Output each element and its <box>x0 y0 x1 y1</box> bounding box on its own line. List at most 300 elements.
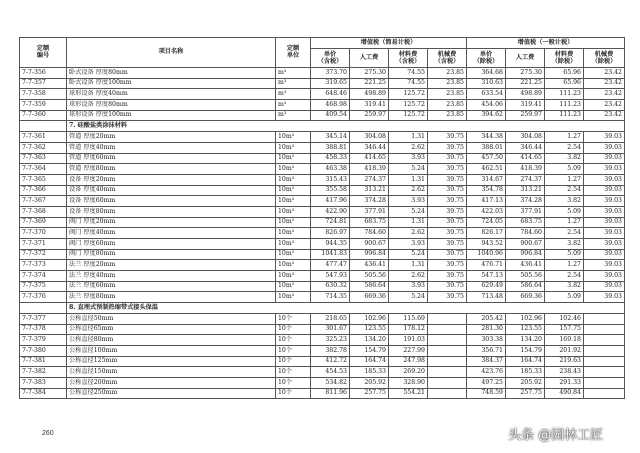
machine-cost-incl-tax: 23.85 <box>428 78 467 89</box>
table-row <box>20 142 625 153</box>
quota-code: 7-7-371 <box>20 239 67 250</box>
table-row <box>20 388 625 399</box>
machine-cost-excl-tax: 23.42 <box>584 89 625 100</box>
quota-unit: 10个 <box>276 335 311 346</box>
machine-cost-excl-tax: 39.03 <box>584 228 625 239</box>
labor-cost-general: 257.75 <box>506 388 545 399</box>
machine-cost-incl-tax: 39.75 <box>428 239 467 250</box>
price-incl-tax: 547.93 <box>311 271 350 282</box>
material-cost-excl-tax: 5.09 <box>545 249 584 260</box>
material-cost-incl-tax: 125.72 <box>389 100 428 111</box>
table-row <box>20 110 625 121</box>
quota-code: 7-7-383 <box>20 377 67 388</box>
material-cost-incl-tax: 2.62 <box>389 271 428 282</box>
item-name: 法兰 厚度60mm <box>67 281 276 292</box>
item-name: 法兰 厚度40mm <box>67 271 276 282</box>
machine-cost-excl-tax <box>584 345 625 356</box>
quota-code: 7-7-368 <box>20 206 67 217</box>
material-cost-incl-tax: 1.31 <box>389 174 428 185</box>
machine-cost-incl-tax: 23.85 <box>428 89 467 100</box>
material-cost-incl-tax: 191.03 <box>389 335 428 346</box>
material-cost-excl-tax: 5.09 <box>545 206 584 217</box>
table-row <box>20 335 625 346</box>
item-name: 公称直径100mm <box>67 345 276 356</box>
price-excl-tax: 310.63 <box>467 78 506 89</box>
price-incl-tax: 218.65 <box>311 313 350 324</box>
quota-code: 7-7-361 <box>20 132 67 143</box>
labor-cost-simple: 436.41 <box>350 260 389 271</box>
quota-unit: 10个 <box>276 313 311 324</box>
quota-unit: 10m² <box>276 185 311 196</box>
labor-cost-simple: 418.39 <box>350 164 389 175</box>
machine-cost-excl-tax: 39.03 <box>584 164 625 175</box>
machine-cost-incl-tax <box>428 345 467 356</box>
machine-cost-incl-tax: 39.75 <box>428 196 467 207</box>
price-excl-tax: 384.37 <box>467 356 506 367</box>
table-row <box>20 313 625 324</box>
price-excl-tax: 417.13 <box>467 196 506 207</box>
item-name: 设备 厚度60mm <box>67 196 276 207</box>
header-code: 定额 编号 <box>20 38 67 68</box>
quota-code: 7-7-357 <box>20 78 67 89</box>
quota-code: 7-7-376 <box>20 292 67 303</box>
labor-cost-general: 275.30 <box>506 68 545 79</box>
item-name: 阀门 厚度40mm <box>67 228 276 239</box>
table-row <box>20 100 625 111</box>
labor-cost-general: 134.20 <box>506 335 545 346</box>
labor-cost-general: 319.41 <box>506 100 545 111</box>
material-cost-excl-tax: 65.96 <box>545 68 584 79</box>
table-row <box>20 260 625 271</box>
quota-code: 7-7-360 <box>20 110 67 121</box>
price-excl-tax: 281.30 <box>467 324 506 335</box>
labor-cost-general: 274.37 <box>506 174 545 185</box>
machine-cost-incl-tax <box>428 313 467 324</box>
watermark: 头条 @园林工匠 <box>508 428 604 443</box>
labor-cost-simple: 102.96 <box>350 313 389 324</box>
labor-cost-simple: 275.30 <box>350 68 389 79</box>
machine-cost-excl-tax: 39.03 <box>584 292 625 303</box>
table-row <box>20 271 625 282</box>
section-row <box>20 121 625 132</box>
machine-cost-incl-tax: 39.75 <box>428 174 467 185</box>
machine-cost-incl-tax: 39.75 <box>428 228 467 239</box>
machine-cost-incl-tax: 39.75 <box>428 185 467 196</box>
header-simple-col: 人工费 <box>350 49 389 68</box>
labor-cost-general: 436.41 <box>506 260 545 271</box>
price-excl-tax: 423.76 <box>467 367 506 378</box>
table-row <box>20 68 625 79</box>
table-row <box>20 249 625 260</box>
material-cost-excl-tax: 490.84 <box>545 388 584 399</box>
quota-unit: 10个 <box>276 345 311 356</box>
material-cost-incl-tax: 247.98 <box>389 356 428 367</box>
price-incl-tax: 534.82 <box>311 377 350 388</box>
item-name: 卧式设备 厚度80mm <box>67 68 276 79</box>
table-row <box>20 185 625 196</box>
quota-unit: 10个 <box>276 377 311 388</box>
price-incl-tax: 301.67 <box>311 324 350 335</box>
quota-unit: m³ <box>276 89 311 100</box>
price-incl-tax: 477.47 <box>311 260 350 271</box>
labor-cost-general: 154.79 <box>506 345 545 356</box>
labor-cost-simple: 319.41 <box>350 100 389 111</box>
labor-cost-general: 205.92 <box>506 377 545 388</box>
material-cost-excl-tax: 3.82 <box>545 196 584 207</box>
material-cost-incl-tax: 554.21 <box>389 388 428 399</box>
section-row <box>20 303 625 314</box>
quota-code: 7-7-363 <box>20 153 67 164</box>
labor-cost-simple: 123.55 <box>350 324 389 335</box>
machine-cost-excl-tax: 39.03 <box>584 206 625 217</box>
quota-code: 7-7-374 <box>20 271 67 282</box>
quota-code: 7-7-381 <box>20 356 67 367</box>
material-cost-excl-tax: 2.54 <box>545 185 584 196</box>
quota-unit: 10个 <box>276 324 311 335</box>
machine-cost-incl-tax: 39.75 <box>428 206 467 217</box>
labor-cost-simple: 259.97 <box>350 110 389 121</box>
labor-cost-general: 586.64 <box>506 281 545 292</box>
item-name: 球形设备 厚度80mm <box>67 100 276 111</box>
labor-cost-simple: 374.28 <box>350 196 389 207</box>
machine-cost-incl-tax <box>428 356 467 367</box>
table-row <box>20 281 625 292</box>
item-name: 管道 厚度60mm <box>67 153 276 164</box>
machine-cost-excl-tax <box>584 335 625 346</box>
material-cost-excl-tax: 111.23 <box>545 110 584 121</box>
material-cost-incl-tax: 1.31 <box>389 132 428 143</box>
machine-cost-incl-tax: 39.75 <box>428 153 467 164</box>
item-name: 法兰 厚度20mm <box>67 260 276 271</box>
labor-cost-general: 304.08 <box>506 132 545 143</box>
machine-cost-excl-tax <box>584 313 625 324</box>
table-row <box>20 377 625 388</box>
price-incl-tax: 454.53 <box>311 367 350 378</box>
table-row <box>20 206 625 217</box>
price-incl-tax: 345.14 <box>311 132 350 143</box>
material-cost-excl-tax: 2.54 <box>545 142 584 153</box>
table-row <box>20 78 625 89</box>
labor-cost-simple: 683.75 <box>350 217 389 228</box>
material-cost-incl-tax: 5.24 <box>389 164 428 175</box>
price-incl-tax: 468.98 <box>311 100 350 111</box>
table-row <box>20 217 625 228</box>
machine-cost-incl-tax: 39.75 <box>428 271 467 282</box>
quota-code: 7-7-358 <box>20 89 67 100</box>
item-name: 管道 厚度20mm <box>67 132 276 143</box>
table-row <box>20 367 625 378</box>
material-cost-incl-tax: 3.93 <box>389 153 428 164</box>
material-cost-excl-tax: 111.23 <box>545 100 584 111</box>
material-cost-excl-tax: 5.09 <box>545 164 584 175</box>
material-cost-excl-tax: 238.43 <box>545 367 584 378</box>
header-simple-col: 材料费 （含税） <box>389 49 428 68</box>
price-incl-tax: 458.33 <box>311 153 350 164</box>
material-cost-excl-tax: 1.27 <box>545 260 584 271</box>
quota-unit: 10m² <box>276 174 311 185</box>
quota-code: 7-7-367 <box>20 196 67 207</box>
quota-unit: m³ <box>276 68 311 79</box>
labor-cost-simple: 257.75 <box>350 388 389 399</box>
material-cost-incl-tax: 1.31 <box>389 217 428 228</box>
item-name: 公称直径200mm <box>67 377 276 388</box>
quota-unit: 10个 <box>276 367 311 378</box>
material-cost-excl-tax: 201.92 <box>545 345 584 356</box>
machine-cost-excl-tax: 39.03 <box>584 142 625 153</box>
labor-cost-general: 414.65 <box>506 153 545 164</box>
material-cost-incl-tax: 74.55 <box>389 78 428 89</box>
quota-unit: 10m² <box>276 281 311 292</box>
quota-unit: 10m² <box>276 228 311 239</box>
price-excl-tax: 314.67 <box>467 174 506 185</box>
labor-cost-general: 346.44 <box>506 142 545 153</box>
quota-code: 7-7-375 <box>20 281 67 292</box>
header-general-col: 材料费 （除税） <box>545 49 584 68</box>
header-general-col: 单价 （除税） <box>467 49 506 68</box>
machine-cost-excl-tax: 39.03 <box>584 260 625 271</box>
machine-cost-incl-tax: 39.75 <box>428 142 467 153</box>
machine-cost-excl-tax: 39.03 <box>584 249 625 260</box>
machine-cost-excl-tax: 23.42 <box>584 110 625 121</box>
quota-code: 7-7-359 <box>20 100 67 111</box>
price-incl-tax: 382.78 <box>311 345 350 356</box>
quota-unit: m³ <box>276 110 311 121</box>
item-name: 公称直径80mm <box>67 335 276 346</box>
quota-unit: 10m² <box>276 132 311 143</box>
machine-cost-incl-tax <box>428 367 467 378</box>
material-cost-excl-tax: 111.23 <box>545 89 584 100</box>
material-cost-excl-tax: 102.46 <box>545 313 584 324</box>
table-row <box>20 345 625 356</box>
price-incl-tax: 355.58 <box>311 185 350 196</box>
material-cost-incl-tax: 2.62 <box>389 228 428 239</box>
item-name: 球形设备 厚度40mm <box>67 89 276 100</box>
labor-cost-simple: 505.56 <box>350 271 389 282</box>
price-incl-tax: 388.81 <box>311 142 350 153</box>
table-row <box>20 196 625 207</box>
machine-cost-incl-tax <box>428 335 467 346</box>
price-excl-tax: 388.01 <box>467 142 506 153</box>
price-excl-tax: 462.51 <box>467 164 506 175</box>
quota-code: 7-7-372 <box>20 249 67 260</box>
price-excl-tax: 356.71 <box>467 345 506 356</box>
material-cost-excl-tax: 5.09 <box>545 292 584 303</box>
material-cost-excl-tax: 3.82 <box>545 281 584 292</box>
material-cost-excl-tax: 2.54 <box>545 271 584 282</box>
material-cost-excl-tax: 65.96 <box>545 78 584 89</box>
labor-cost-simple: 221.25 <box>350 78 389 89</box>
machine-cost-excl-tax <box>584 356 625 367</box>
price-incl-tax: 315.43 <box>311 174 350 185</box>
labor-cost-simple: 669.36 <box>350 292 389 303</box>
page-number: 260 <box>42 430 54 437</box>
labor-cost-general: 185.33 <box>506 367 545 378</box>
quota-unit: 10m² <box>276 239 311 250</box>
material-cost-excl-tax: 1.27 <box>545 174 584 185</box>
material-cost-excl-tax: 157.75 <box>545 324 584 335</box>
labor-cost-simple: 313.21 <box>350 185 389 196</box>
price-excl-tax: 629.49 <box>467 281 506 292</box>
price-excl-tax: 476.71 <box>467 260 506 271</box>
material-cost-excl-tax: 219.63 <box>545 356 584 367</box>
machine-cost-incl-tax <box>428 324 467 335</box>
machine-cost-incl-tax: 23.85 <box>428 68 467 79</box>
material-cost-incl-tax: 5.24 <box>389 249 428 260</box>
material-cost-incl-tax: 3.93 <box>389 239 428 250</box>
header-simple-col: 机械费 （含税） <box>428 49 467 68</box>
labor-cost-general: 102.96 <box>506 313 545 324</box>
header-group-simple: 增值税（简易计税） <box>311 38 467 49</box>
price-excl-tax: 943.52 <box>467 239 506 250</box>
labor-cost-simple: 304.08 <box>350 132 389 143</box>
labor-cost-general: 784.60 <box>506 228 545 239</box>
machine-cost-excl-tax: 23.42 <box>584 68 625 79</box>
price-incl-tax: 463.38 <box>311 164 350 175</box>
price-incl-tax: 826.97 <box>311 228 350 239</box>
material-cost-incl-tax: 125.72 <box>389 110 428 121</box>
machine-cost-incl-tax: 39.75 <box>428 217 467 228</box>
quota-code: 7-7-356 <box>20 68 67 79</box>
quota-unit: m³ <box>276 78 311 89</box>
price-excl-tax: 303.38 <box>467 335 506 346</box>
machine-cost-excl-tax: 23.42 <box>584 100 625 111</box>
labor-cost-simple: 134.20 <box>350 335 389 346</box>
labor-cost-general: 313.21 <box>506 185 545 196</box>
labor-cost-simple: 205.92 <box>350 377 389 388</box>
item-name: 卧式设备 厚度100mm <box>67 78 276 89</box>
item-name: 球形设备 厚度100mm <box>67 110 276 121</box>
price-excl-tax: 748.59 <box>467 388 506 399</box>
labor-cost-simple: 414.65 <box>350 153 389 164</box>
labor-cost-general: 123.55 <box>506 324 545 335</box>
labor-cost-simple: 586.64 <box>350 281 389 292</box>
machine-cost-incl-tax: 39.75 <box>428 260 467 271</box>
labor-cost-general: 259.97 <box>506 110 545 121</box>
price-incl-tax: 409.54 <box>311 110 350 121</box>
labor-cost-general: 996.84 <box>506 249 545 260</box>
quota-code: 7-7-384 <box>20 388 67 399</box>
price-incl-tax: 811.96 <box>311 388 350 399</box>
material-cost-excl-tax: 3.82 <box>545 239 584 250</box>
machine-cost-excl-tax: 39.03 <box>584 185 625 196</box>
price-excl-tax: 422.03 <box>467 206 506 217</box>
labor-cost-general: 669.36 <box>506 292 545 303</box>
material-cost-incl-tax: 5.24 <box>389 292 428 303</box>
quota-unit: 10m² <box>276 206 311 217</box>
price-incl-tax: 373.70 <box>311 68 350 79</box>
quota-unit: 10个 <box>276 388 311 399</box>
quota-unit: 10m² <box>276 217 311 228</box>
table-row <box>20 292 625 303</box>
item-name: 公称直径50mm <box>67 313 276 324</box>
machine-cost-excl-tax <box>584 367 625 378</box>
price-excl-tax: 344.38 <box>467 132 506 143</box>
section-title: 8. 直埋式预制热缩带式接头保温 <box>67 303 625 314</box>
machine-cost-excl-tax: 39.03 <box>584 271 625 282</box>
price-incl-tax: 319.65 <box>311 78 350 89</box>
labor-cost-general: 418.39 <box>506 164 545 175</box>
machine-cost-incl-tax: 39.75 <box>428 281 467 292</box>
item-name: 设备 厚度40mm <box>67 185 276 196</box>
section-code-cell <box>20 303 67 314</box>
price-excl-tax: 826.17 <box>467 228 506 239</box>
machine-cost-incl-tax <box>428 377 467 388</box>
quota-code: 7-7-377 <box>20 313 67 324</box>
labor-cost-simple: 377.91 <box>350 206 389 217</box>
labor-cost-simple: 784.60 <box>350 228 389 239</box>
price-excl-tax: 354.78 <box>467 185 506 196</box>
table-header <box>20 38 625 68</box>
price-excl-tax: 205.42 <box>467 313 506 324</box>
quota-unit: 10m² <box>276 260 311 271</box>
price-excl-tax: 713.48 <box>467 292 506 303</box>
table-row <box>20 153 625 164</box>
item-name: 公称直径150mm <box>67 367 276 378</box>
section-code-cell <box>20 121 67 132</box>
header-general-col: 人工费 <box>506 49 545 68</box>
material-cost-incl-tax: 328.90 <box>389 377 428 388</box>
labor-cost-simple: 498.89 <box>350 89 389 100</box>
section-title: 7. 硅酸盐类涂抹材料 <box>67 121 625 132</box>
material-cost-excl-tax: 2.54 <box>545 228 584 239</box>
material-cost-incl-tax: 2.62 <box>389 142 428 153</box>
table-row <box>20 228 625 239</box>
labor-cost-general: 221.25 <box>506 78 545 89</box>
machine-cost-excl-tax <box>584 377 625 388</box>
material-cost-excl-tax: 169.18 <box>545 335 584 346</box>
item-name: 公称直径65mm <box>67 324 276 335</box>
material-cost-incl-tax: 269.20 <box>389 367 428 378</box>
labor-cost-simple: 164.74 <box>350 356 389 367</box>
labor-cost-simple: 900.67 <box>350 239 389 250</box>
header-group-general: 增值税（一般计税） <box>467 38 625 49</box>
table-body <box>20 68 625 399</box>
material-cost-incl-tax: 3.93 <box>389 196 428 207</box>
machine-cost-excl-tax <box>584 388 625 399</box>
item-name: 设备 厚度20mm <box>67 174 276 185</box>
price-incl-tax: 714.35 <box>311 292 350 303</box>
quota-code: 7-7-365 <box>20 174 67 185</box>
price-excl-tax: 547.13 <box>467 271 506 282</box>
table-row <box>20 89 625 100</box>
quota-unit: 10m² <box>276 164 311 175</box>
machine-cost-incl-tax: 39.75 <box>428 292 467 303</box>
price-incl-tax: 944.35 <box>311 239 350 250</box>
machine-cost-excl-tax: 39.03 <box>584 217 625 228</box>
machine-cost-excl-tax: 39.03 <box>584 239 625 250</box>
machine-cost-excl-tax: 39.03 <box>584 132 625 143</box>
item-name: 管道 厚度80mm <box>67 164 276 175</box>
quota-code: 7-7-369 <box>20 217 67 228</box>
machine-cost-incl-tax: 23.85 <box>428 100 467 111</box>
item-name: 阀门 厚度80mm <box>67 249 276 260</box>
machine-cost-incl-tax: 39.75 <box>428 249 467 260</box>
labor-cost-general: 900.67 <box>506 239 545 250</box>
quota-unit: 10个 <box>276 356 311 367</box>
quota-code: 7-7-379 <box>20 335 67 346</box>
table-row <box>20 132 625 143</box>
material-cost-excl-tax: 3.82 <box>545 153 584 164</box>
quota-code: 7-7-378 <box>20 324 67 335</box>
machine-cost-excl-tax <box>584 324 625 335</box>
table-row <box>20 324 625 335</box>
table-row <box>20 356 625 367</box>
price-incl-tax: 325.23 <box>311 335 350 346</box>
material-cost-incl-tax: 3.93 <box>389 281 428 292</box>
header-simple-col: 单价 （含税） <box>311 49 350 68</box>
price-incl-tax: 648.46 <box>311 89 350 100</box>
item-name: 法兰 厚度80mm <box>67 292 276 303</box>
